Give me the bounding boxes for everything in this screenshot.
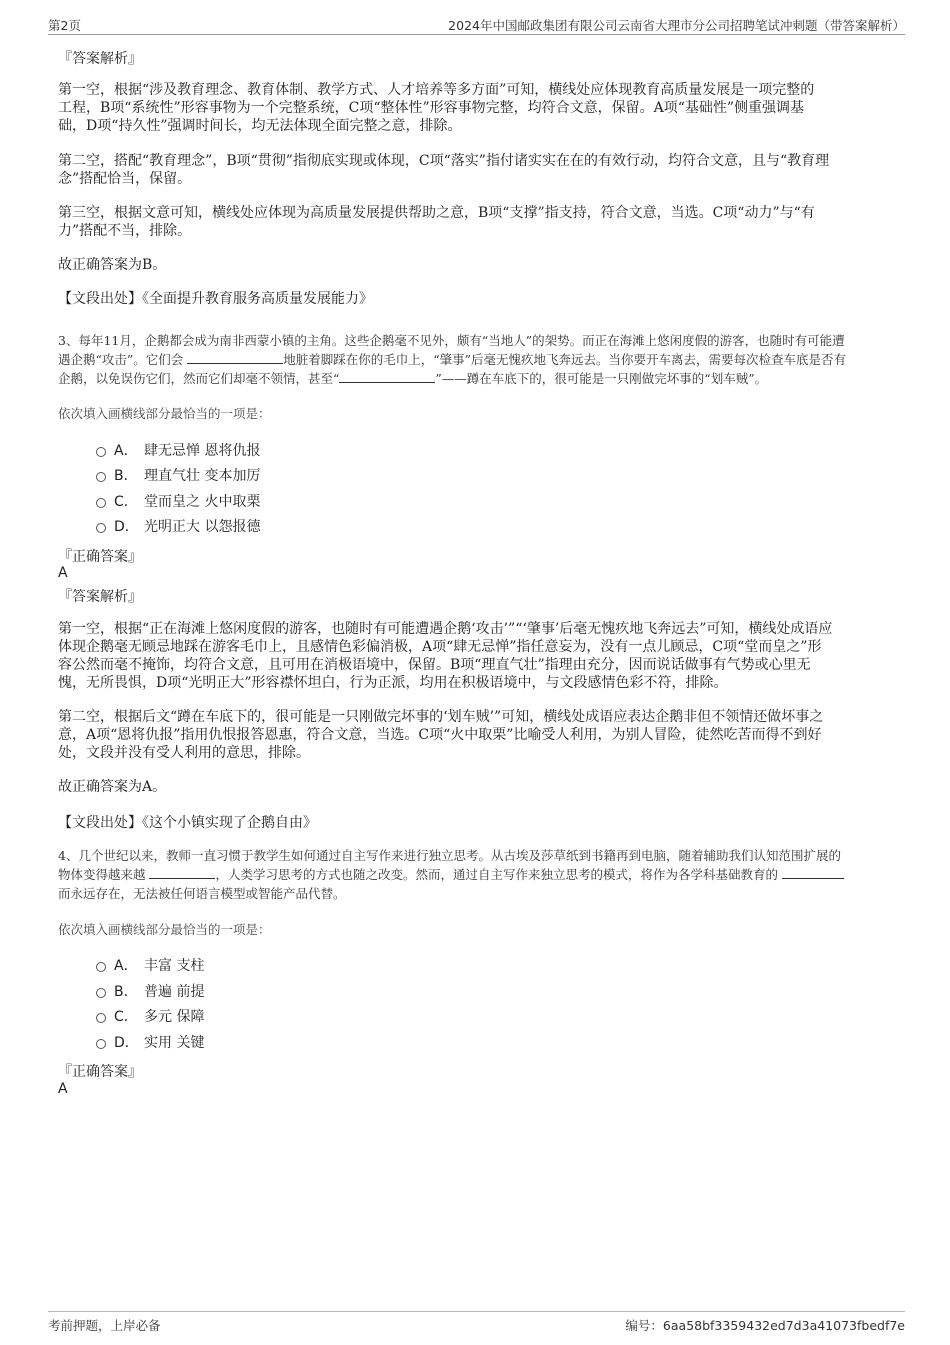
q3-source: 【文段出处】《这个小镇实现了企鹅自由》 [58, 815, 317, 831]
radio-button[interactable] [96, 1039, 106, 1049]
text-line: 念”搭配恰当，保留。 [58, 171, 192, 187]
footer-slogan: 考前押题，上岸必备 [48, 1318, 161, 1333]
radio-button[interactable] [96, 472, 106, 482]
text-line: 企鹅，以免误伤它们，然而它们却毫不领情，甚至“ ”——蹲在车底下的，很可能是一只刚做完坏事的“划车贼”。 [58, 371, 768, 386]
text-line: 力”搭配不当，排除。 [58, 223, 192, 239]
q3-conclusion: 故正确答案为A。 [58, 779, 167, 795]
q4-prompt: 依次填入画横线部分最恰当的一项是： [58, 922, 271, 937]
page-footer [48, 1311, 905, 1334]
q4-option-a[interactable]: A． 丰富 支柱 [96, 955, 204, 975]
q4-option-c[interactable]: C． 多元 保障 [96, 1006, 204, 1026]
q4-stem [58, 846, 908, 903]
q3-option-a[interactable]: A． 肆无忌惮 恩将仇报 [96, 440, 260, 460]
text-line: 第三空，根据文意可知，横线处应体现为高质量发展提供帮助之意，B项“支撑”指支持，符合文意，当选。C项“动力”与“有 [58, 205, 815, 221]
page-number: 第2页 [48, 18, 81, 33]
q3-analysis-paragraph-1 [58, 620, 898, 692]
q2-analysis-paragraph-2 [58, 152, 898, 188]
q3-option-d[interactable]: D． 光明正大 以怨报德 [96, 516, 260, 536]
text-line: 而永远存在，无法被任何语言模型或智能产品代替。 [58, 886, 346, 901]
q3-answer: A [58, 565, 68, 581]
text-line: 第二空，根据后文“蹲在车底下的，很可能是一只刚做完坏事的‘划车贼’”可知，横线处成语应表达企鹅非但不领情还做坏事之 [58, 709, 824, 725]
document-title: 2024年中国邮政集团有限公司云南省大理市分公司招聘笔试冲刺题（带答案解析） [448, 18, 905, 33]
text-line: 愧，无所畏惧，D项“光明正大”形容襟怀坦白，行为正派，均用在积极语境中，与文段感情色彩不符，排除。 [58, 675, 728, 691]
radio-button[interactable] [96, 498, 106, 508]
text-line: 意，A项“恩将仇报”指用仇恨报答恩惠，符合文意，当选。C项“火中取栗”比喻受人利用，为别人冒险，徒然吃苦而得不到好 [58, 727, 822, 743]
fill-blank [187, 351, 283, 364]
q4-answer-label: 『正确答案』 [58, 1064, 142, 1080]
radio-button[interactable] [96, 988, 106, 998]
fill-blank [149, 866, 215, 879]
radio-button[interactable] [96, 962, 106, 972]
q3-stem [58, 331, 908, 388]
q2-analysis-paragraph-1 [58, 81, 898, 135]
text-line: 体现企鹅毫无顾忌地踩在游客毛巾上，且感情色彩偏消极，A项“肆无忌惮”指任意妄为，没有一点儿顾忌，C项“堂而皇之”形 [58, 639, 822, 655]
text-line: 础，D项“持久性”强调时间长，均无法体现全面完整之意，排除。 [58, 118, 462, 134]
radio-button[interactable] [96, 523, 106, 533]
q3-option-c[interactable]: C． 堂而皇之 火中取栗 [96, 491, 260, 511]
q3-answer-label: 『正确答案』 [58, 549, 142, 565]
document-code: 编号：6aa58bf3359432ed7d3a41073fbedf7e [625, 1318, 905, 1333]
radio-button[interactable] [96, 1013, 106, 1023]
text-line: 遇企鹅“攻击”。它们会 地脏着脚踩在你的毛巾上，“肇事”后毫无愧疚地飞奔远去。当你要开车离去，需要每次检查车底是否有 [58, 352, 847, 367]
text-line: 容公然而毫不掩饰，均符合文意，且可用在消极语境中，保留。B项“理直气壮”指理由充分，因而说话做事有气势或心里无 [58, 657, 811, 673]
text-line: 工程，B项“系统性”形容事物为一个完整系统，C项“整体性”形容事物完整，均符合文意，保留。A项“基础性”侧重强调基 [58, 100, 805, 116]
q3-analysis-paragraph-2 [58, 708, 898, 762]
q4-answer: A [58, 1081, 68, 1097]
q3-option-b[interactable]: B． 理直气壮 变本加厉 [96, 465, 260, 485]
text-line: 第二空，搭配“教育理念”，B项“贯彻”指彻底实现或体现，C项“落实”指付诸实实在在的有效行动，均符合文意，且与“教育理 [58, 153, 830, 169]
text-line: 处，文段并没有受人利用的意思，排除。 [58, 745, 310, 761]
text-line: 3、每年11月，企鹅都会成为南非西蒙小镇的主角。这些企鹅毫不见外，颇有“当地人”的架势。而正在海滩上悠闲度假的游客，也随时有可能遭 [58, 333, 845, 348]
text-line: 4、几个世纪以来，教师一直习惯于教学生如何通过自主写作来进行独立思考。从古埃及莎草纸到书籍再到电脑，随着辅助我们认知范围扩展的 [58, 848, 841, 863]
q2-source: 【文段出处】《全面提升教育服务高质量发展能力》 [58, 291, 373, 307]
q2-conclusion: 故正确答案为B。 [58, 257, 167, 273]
page-header [48, 14, 905, 35]
q2-analysis-label: 『答案解析』 [58, 51, 142, 67]
q3-prompt: 依次填入画横线部分最恰当的一项是： [58, 406, 271, 421]
text-line: 第一空，根据“涉及教育理念、教育体制、教学方式、人才培养等多方面”可知，横线处应体现教育高质量发展是一项完整的 [58, 82, 815, 98]
text-line: 第一空，根据“正在海滩上悠闲度假的游客，也随时有可能遭遇企鹅‘攻击’”“‘肇事’后毫无愧疚地飞奔远去”可知，横线处成语应 [58, 621, 833, 637]
fill-blank [782, 866, 844, 879]
q4-option-d[interactable]: D． 实用 关键 [96, 1032, 204, 1052]
radio-button[interactable] [96, 447, 106, 457]
q2-analysis-paragraph-3 [58, 204, 898, 240]
q4-option-b[interactable]: B． 普遍 前提 [96, 981, 204, 1001]
fill-blank [339, 370, 435, 383]
q3-analysis-label: 『答案解析』 [58, 589, 142, 605]
text-line: 物体变得越来越 ，人类学习思考的方式也随之改变。然而，通过自主写作来独立思考的模式，将作为各学科基础教育的 [58, 865, 908, 884]
